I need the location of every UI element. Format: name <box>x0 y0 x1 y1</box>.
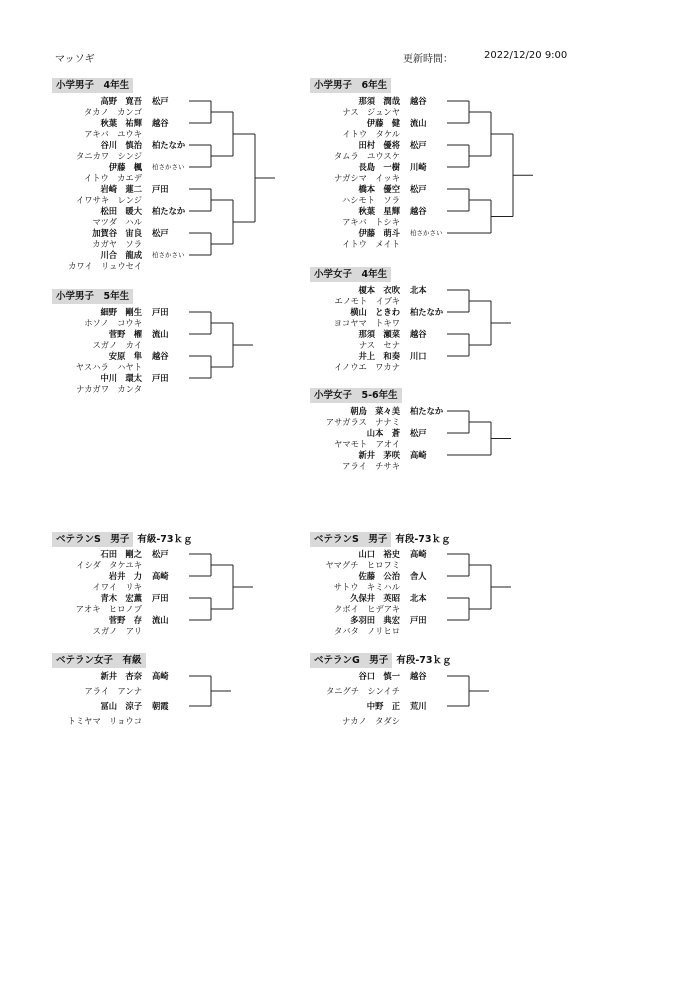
bracket-section <box>52 284 352 394</box>
competitor-kana: カワイ リュウセイ <box>68 261 142 271</box>
competitor-name: 秋葉 祐輝 <box>100 118 142 128</box>
competitor-team: 越谷 <box>410 206 427 216</box>
competitor-name: 菅野 櫂 <box>108 329 142 339</box>
category-label: 小学男子 6年生 <box>310 78 391 93</box>
competitor-kana: スガノ アリ <box>92 626 142 636</box>
competitor-kana: イワサキ レンジ <box>76 195 142 205</box>
competitor-team: 舎人 <box>410 571 427 581</box>
competitor-name: 川合 龍成 <box>100 250 142 260</box>
competitor-name: 谷川 慎治 <box>100 140 142 150</box>
bracket-section <box>310 648 610 726</box>
competitor-kana: クボイ ヒデアキ <box>333 604 400 614</box>
competitor-team: 戸田 <box>152 373 169 383</box>
competitor-team: 流山 <box>152 615 169 625</box>
competitor-team: 松戸 <box>152 549 169 559</box>
competitor-kana: ヨコヤマ トキワ <box>333 318 400 328</box>
competitor-name: 井上 和奏 <box>358 351 400 361</box>
competitor-kana: ナカガワ カンタ <box>76 384 142 394</box>
competitor-name: 新井 茅咲 <box>358 450 400 460</box>
competitor-name: 細野 剛生 <box>100 307 142 317</box>
competitor-kana: タカノ カンゴ <box>83 107 142 117</box>
competitor-kana: ヤマグチ ヒロフミ <box>325 560 400 570</box>
competitor-team: 越谷 <box>152 118 169 128</box>
competitor-team: 越谷 <box>410 671 427 681</box>
bracket-lines <box>52 284 312 544</box>
competitor-name: 山口 裕史 <box>358 549 400 559</box>
competitor-kana: ナス セナ <box>358 340 400 350</box>
competitor-kana: イトウ カエデ <box>83 173 142 183</box>
competitor-name: 那須 瀬菜 <box>358 329 400 339</box>
competitor-team: 柏たなか <box>152 206 186 216</box>
competitor-kana: ホソノ コウキ <box>84 318 142 328</box>
competitor-name: 橋本 優空 <box>358 184 400 194</box>
competitor-kana: トミヤマ リョウコ <box>67 716 142 726</box>
competitor-name: 加賀谷 宙良 <box>92 228 142 238</box>
competitor-team: 松戸 <box>410 140 427 150</box>
competitor-name: 秋葉 星輝 <box>358 206 400 216</box>
competitor-kana: イノウエ ワカナ <box>334 362 400 372</box>
competitor-kana: マツダ ハル <box>92 217 142 227</box>
competitor-team: 松戸 <box>410 184 427 194</box>
competitor-team: 松戸 <box>152 96 169 106</box>
competitor-team: 高崎 <box>410 549 427 559</box>
competitor-name: 岩崎 蓮二 <box>100 184 142 194</box>
competitor-name: 伊藤 健 <box>366 118 400 128</box>
competitor-team: 戸田 <box>410 615 427 625</box>
competitor-name: 横山 ときわ <box>350 307 400 317</box>
competitor-kana: イシダ タケユキ <box>76 560 142 570</box>
bracket-section <box>310 527 610 636</box>
bracket-section <box>310 262 610 372</box>
competitor-name: 菅野 存 <box>108 615 142 625</box>
competitor-kana: イトウ タケル <box>342 129 400 139</box>
competitor-name: 中野 正 <box>366 701 400 711</box>
competitor-team: 北本 <box>410 285 427 295</box>
competitor-name: 新井 杏奈 <box>100 671 142 681</box>
competitor-team: 荒川 <box>410 701 427 711</box>
competitor-name: 佐藤 公治 <box>358 571 400 581</box>
competitor-team: 柏たなか <box>152 140 186 150</box>
competitor-name: 多羽田 典宏 <box>350 615 400 625</box>
competitor-kana: ナス ジュンヤ <box>342 107 400 117</box>
competitor-name: 長島 一樹 <box>358 162 400 172</box>
competitor-kana: アオキ ヒロノブ <box>75 604 142 614</box>
competitor-kana: カガヤ ソラ <box>92 239 142 249</box>
competitor-kana: ハシモト ソラ <box>341 195 400 205</box>
updated-label: 更新時間： <box>403 54 453 65</box>
competitor-name: 伊藤 萌斗 <box>358 228 400 238</box>
category-label: 小学男子 4年生 <box>52 78 133 93</box>
weight-class-label: 有段-73ｋｇ <box>396 655 452 666</box>
competitor-kana: タムラ ユウスケ <box>333 151 400 161</box>
bracket-section <box>52 73 352 271</box>
competitor-name: 岩井 力 <box>108 571 142 581</box>
category-label: 小学女子 5-6年生 <box>310 388 402 403</box>
competitor-kana: アライ アンナ <box>84 686 142 696</box>
competitor-name: 高野 寛吾 <box>100 96 142 106</box>
category-label: ベテラン女子 有級 <box>52 653 146 668</box>
competitor-team: 戸田 <box>152 184 169 194</box>
competitor-team: 流山 <box>152 329 169 339</box>
competitor-kana: タニグチ シンイチ <box>325 686 400 696</box>
competitor-team: 松戸 <box>410 428 427 438</box>
competitor-team: 柏たなか <box>410 307 444 317</box>
category-label: 小学女子 4年生 <box>310 267 391 282</box>
competitor-kana: エノモト イブキ <box>334 296 400 306</box>
competitor-team: 川崎 <box>410 162 427 172</box>
competitor-team: 高崎 <box>410 450 427 460</box>
competitor-kana: スガノ カイ <box>92 340 142 350</box>
competitor-team: 流山 <box>410 118 427 128</box>
category-label: ベテランS 男子 <box>310 532 391 547</box>
competitor-kana: サトウ キミハル <box>333 582 400 592</box>
competitor-kana: イトウ メイト <box>342 239 400 249</box>
bracket-section <box>310 383 610 471</box>
competitor-team: 戸田 <box>152 593 169 603</box>
bracket-lines <box>310 648 570 908</box>
competitor-name: 中川 環太 <box>100 373 142 383</box>
competitor-kana: アライ チサキ <box>342 461 400 471</box>
bracket-lines <box>52 648 312 908</box>
competitor-kana: タニカワ シンジ <box>76 151 142 161</box>
category-label: ベテランG 男子 <box>310 653 392 668</box>
category-label: 小学男子 5年生 <box>52 289 133 304</box>
bracket-section <box>52 648 352 726</box>
competitor-kana: イワイ リキ <box>92 582 142 592</box>
competitor-team: 柏さかさい <box>152 251 185 259</box>
competitor-name: 松田 暖大 <box>100 206 142 216</box>
competitor-name: 石田 剛之 <box>100 549 142 559</box>
weight-class-label: 有段-73ｋｇ <box>395 534 451 545</box>
competitor-team: 柏たなか <box>410 406 444 416</box>
competitor-kana: ヤマモト アオイ <box>334 439 400 449</box>
competitor-name: 谷口 慎一 <box>358 671 400 681</box>
competitor-name: 青木 宏薫 <box>100 593 142 603</box>
weight-class-label: 有級-73ｋｇ <box>137 534 193 545</box>
updated-value: 2022/12/20 9:00 <box>484 50 568 61</box>
competitor-name: 朝烏 菜々美 <box>350 406 400 416</box>
competitor-name: 山本 蒼 <box>366 428 400 438</box>
competitor-kana: ナガシマ イッキ <box>333 173 400 183</box>
bracket-section <box>52 527 352 636</box>
competitor-name: 久保井 英昭 <box>350 593 400 603</box>
competitor-team: 北本 <box>410 593 427 603</box>
competitor-name: 那須 潤哉 <box>358 96 400 106</box>
competitor-kana: ヤスハラ ハヤト <box>75 362 142 372</box>
competitor-name: 榎本 衣吹 <box>358 285 400 295</box>
competitor-kana: アサガラス ナナミ <box>325 417 400 427</box>
competitor-kana: アキバ トシキ <box>342 217 400 227</box>
competitor-team: 越谷 <box>410 329 427 339</box>
competitor-team: 越谷 <box>410 96 427 106</box>
competitor-team: 朝霞 <box>152 701 169 711</box>
competitor-name: 伊藤 楓 <box>108 162 142 172</box>
bracket-section <box>310 73 610 249</box>
competitor-team: 高崎 <box>152 671 169 681</box>
competitor-name: 冨山 涼子 <box>100 701 142 711</box>
competitor-kana: タバタ ノリヒロ <box>334 626 400 636</box>
competitor-kana: アキバ ユウキ <box>84 129 142 139</box>
competitor-name: 田村 優将 <box>358 140 400 150</box>
competitor-team: 柏さかさい <box>410 229 443 237</box>
competitor-kana: ナカノ タダシ <box>342 716 400 726</box>
competitor-team: 越谷 <box>152 351 169 361</box>
category-label: ベテランS 男子 <box>52 532 133 547</box>
competitor-team: 高崎 <box>152 571 169 581</box>
page-title: マッソギ <box>55 54 95 65</box>
competitor-team: 戸田 <box>152 307 169 317</box>
competitor-team: 川口 <box>410 351 427 361</box>
competitor-team: 松戸 <box>152 228 169 238</box>
competitor-name: 安原 隼 <box>108 351 142 361</box>
competitor-team: 柏さかさい <box>152 163 185 171</box>
